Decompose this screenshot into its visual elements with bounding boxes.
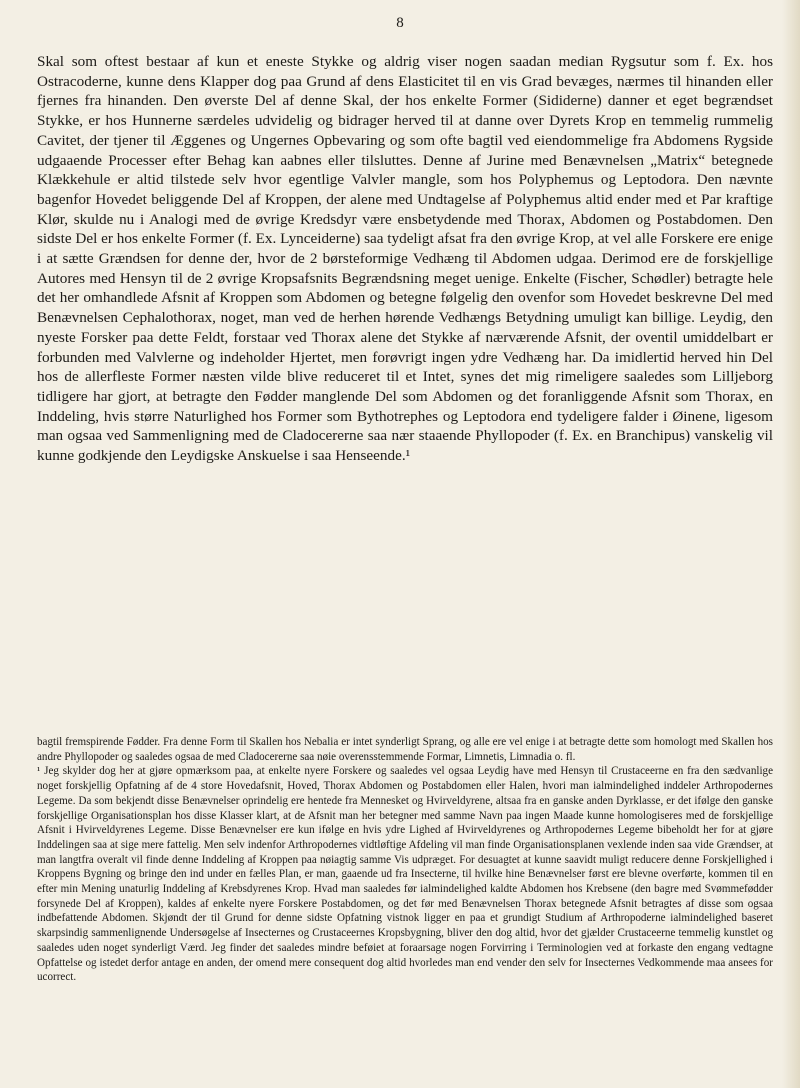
page-edge-shadow (782, 0, 800, 1088)
main-paragraph: Skal som oftest bestaar af kun et eneste Stykke og aldrig viser nogen saadan median Rygsutur som f. Ex. hos Ostracoderne, kunne dens Klapper dog paa Grund af dens Elasticitet til en vis Grad bevæges, nærmes til hinanden eller fjernes fra hinanden. Den øverste Del af denne Skal, der hos enkelte Former (Sididerne) danner et eget begrændset Stykke, er hos Hunnerne særdeles udvidelig og bidrager herved til at danne over Dyrets Krop en temmelig rummelig Cavitet, der tjener til Æggenes og Ungernes Opbevaring og som ofte bagtil ved eiendommelige fra Abdomens Rygside udgaaende Processer efter Behag kan aabnes eller tilsluttes. Denne af Jurine med Benævnelsen „Matrix“ betegnede Klækkehule er altid tilstede selv hvor egentlige Valvler mangle, som hos Polyphemus og Leptodora. Den nævnte bagenfor Hovedet beliggende Del af Kroppen, der alene med Undtagelse af Polyphemus altid ender med et Par kraftige Klør, skulde nu i Analogi med de øvrige Kredsdyr være ensbetydende med Thorax, Abdomen og Postabdomen. Den sidste Del er hos enkelte Former (f. Ex. Lynceiderne) saa tydeligt afsat fra den øvrige Krop, at vel alle Forskere ere enige i at sætte Grændsen for denne der, hvor de 2 børsteformige Vedhæng til Abdomen udgaa. Derimod ere de forskjellige Autores med Hensyn til de 2 øvrige Kropsafsnits Begrændsning meget uenige. Enkelte (Fischer, Schødler) betragte hele det her omhandlede Afsnit af Kroppen som Abdomen og betegne følgelig den ovenfor som Hovedet beskrevne Del med Benævnelsen Cephalothorax, noget, man ved de herhen hørende Vedhængs Betydning umuligt kan billige. Leydig, den nyeste Forsker paa dette Feldt, forstaar ved Thorax alene det Stykke af nærværende Afsnit, der oventil umiddelbart er forbunden med Valvlerne og indeholder Hjertet, men forøvrigt ingen ydre Vedhæng har. Da imidlertid herved hin Del hos de allerfleste Former næsten vilde blive reduceret til et Intet, synes det mig rimeligere saaledes som Lilljeborg tidligere har gjort, at betragte den Fødder manglende Del som Abdomen og det foranliggende Afsnit som Thorax, en Inddeling, hvis større Naturlighed hos Former som Bythotrephes og Leptodora end tydeligere falder i Øinene, ligesom man ogsaa ved Sammenligning med de Cladocererne saa nær staaende Phyllopoder (f. Ex. en Branchipus) vanskelig vil kunne godkjende den Leydigske Anskuelse i saa Henseende.¹ (37, 53, 773, 465)
footnotes-block (37, 735, 773, 985)
footnote-1: ¹ Jeg skylder dog her at gjøre opmærksom paa, at enkelte nyere Forskere og saaledes vel ogsaa Leydig have med Hensyn til Crustaceerne en fra den sædvanlige noget forskjellig Opfatning af de 4 store Hovedafsnit, Hoved, Thorax Abdomen og Postabdomen eller Halen, hvori man ialmindelighed inddeler Arthropodernes Legeme. Da som bekjendt disse Benævnelser oprindelig ere hentede fra Mennesket og Hvirveldyrene, altsaa fra en ganske anden Dyrklasse, er det ifølge den ganske forskjellige Organisationsplan hos disse Klasser klart, at de Afsnit man her betegner med samme Navn paa ingen Maade kunne homologiseres med de forskjellige Afsnit i Hvirveldyrenes Legeme. Disse Benævnelser ere kun ifølge en hvis ydre Lighed af Hvirveldyrenes og Arthropodernes Legeme bibeholdt her for at gjøre Inddelingen saa at sige mere fattelig. Men selv indenfor Arthropodernes vidtløftige Afdeling vil man finde Organisationsplanen vexlende inden saa vide Grændser, at man langtfra overalt vil finde denne Inddeling af Kroppen paa nøiagtig samme Vis udpræget. For desuagtet at kunne saavidt muligt reducere denne Forskjellighed i Kroppens Bygning og bringe den ind under en fælles Plan, er man, gaaende ud fra Insecterne, til hvilke hine Benævnelser først ere blevne overførte, kommen til en efter min Mening unaturlig Inddeling af Krebsdyrenes Krop. Hvad man saaledes før ialmindelighed kaldte Abdomen hos Krebsene (den bagre med Svømmefødder forsynede Del af Kroppen), kaldes af enkelte nyere Forskere Postabdomen, og det før med Benævnelsen Thorax betegnede Afsnit betragtes af disse som ogsaa indbefattende Abdomen. Skjøndt der til Grund for denne sidste Opfatning vistnok ligger en paa et grundigt Studium af Arthropoderne ialmindelighed baseret skarpsindig sammenlignende Undersøgelse af Insecternes og Crustaceernes Kropsbygning, bliver den dog altid, hvor det gjælder Crustaceerne temmelig kunstlet og saaledes uden noget synderligt Værd. Jeg finder det saaledes mindre beføiet at foraarsage nogen Forvirring i Terminologien ved at forkaste den engang vedtagne Opfattelse og istedet derfor antage en anden, der omend mere consequent dog altid hvorledes man end vender den selv for Insecternes Vedkommende maa ansees for ucorrect. (37, 765, 773, 984)
footnote-continuation: bagtil fremspirende Fødder. Fra denne Form til Skallen hos Nebalia er intet synderligt Sprang, og alle ere vel enige i at betragte dette som homologt med Skallen hos andre Phyllopoder og saaledes ogsaa de med Cladocererne saa nøie overensstemmende Formar, Limnetis, Limnadia o. fl. (37, 736, 773, 763)
page-number: 8 (396, 15, 404, 31)
main-text-block (37, 52, 773, 466)
